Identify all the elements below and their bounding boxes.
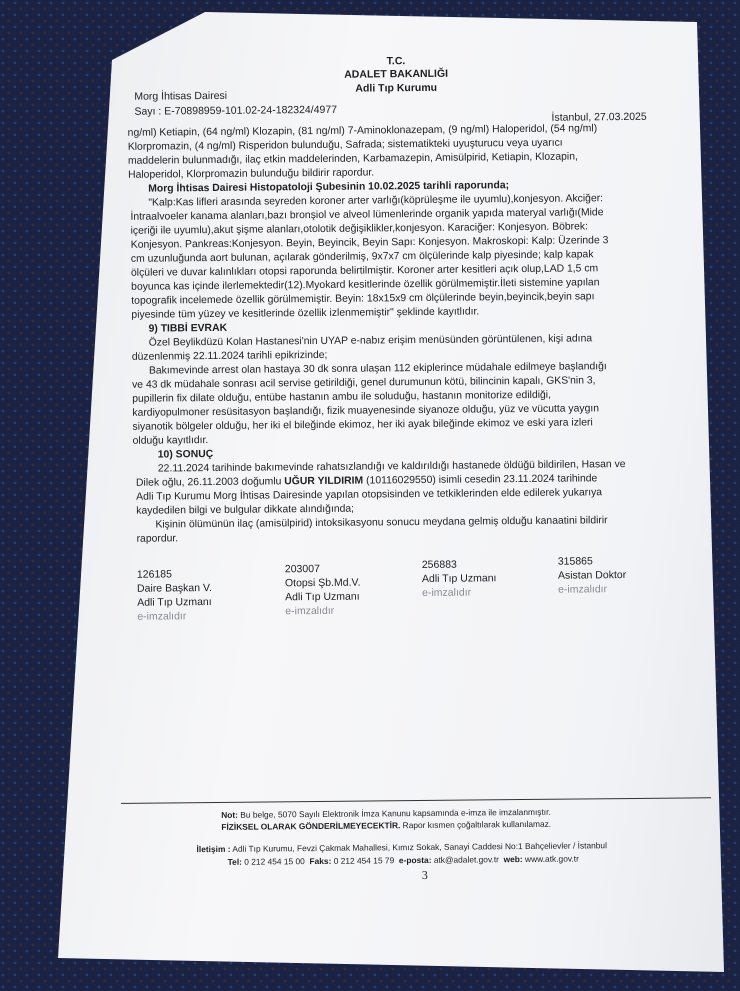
note2-text: Rapor kısmen çoğaltılarak kullanılamaz. [400,818,552,831]
fax-value: 0 212 454 15 79 [331,855,395,866]
contact-label: İletişim : [196,843,231,855]
email-label: e-posta: [398,854,432,866]
note-label: Not: [221,809,239,820]
body-line: topografik incelemede özellik görülmemiştir. Beyin: 18x15x9 cm ölçülerinde beyin,beyincik,beyin sapı [131,291,595,307]
esign-status: e-imzalıdır [558,583,608,596]
page-number: 3 [421,867,428,883]
signer-title: Daire Başkan V. [136,582,212,595]
section-10-heading: 10) SONUÇ [157,448,214,461]
signer-role: Adli Tıp Uzmanı [137,596,212,609]
signature-block [137,567,212,624]
footer-note-2 [221,819,551,832]
body-line: içeriği ile uyumlu),akut şişme alanları,otolotik değişiklikler,konjesyon. Karaciğer: Konjesyon. Böbrek: [130,221,589,237]
body-line: piyesinde tüm yüzey ve kesitlerinde özellik izlenmemiştir" şeklinde kayıtlıdır. [131,306,480,321]
body-line: Bakımevinde arrest olan hastaya 30 dk sonra ulaşan 112 ekiplerince müdahale edilmeye başlandığı [148,361,607,377]
signer-id: 315865 [557,555,593,568]
header-department: Morg İhtisas Dairesi [134,89,228,103]
note2-bold: FİZİKSEL OLARAK GÖNDERİLMEYECEKTİR. [221,820,401,832]
esign-status: e-imzalıdır [285,604,335,618]
body-line: Klorpromazin, (4 ng/ml) Risperidon bulunduğu, Safrada; sistematikteki uyuşturucu veya uyarıcı [127,137,563,153]
body-line: kaydedilen bilgi ve bulgular dikkate alındığında; [136,503,355,517]
footer-phones [228,853,579,866]
header-sayi: Sayı : E-70898959-101.02-24-182324/4977 [134,103,338,118]
signature-block [285,562,361,619]
note-text: Bu belge, 5070 Sayılı Elektronik İmza Kanunu kapsamında e-imza ile imzalanmıştır. [237,806,551,820]
signer-title: Adli Tıp Uzmanı [421,572,497,585]
body-line: Adli Tıp Kurumu Morg İhtisas Dairesinde yapılan otopsisinden ve tetkiklerinden elde edilerek yukarıya [136,487,603,503]
contact-address: Adli Tıp Kurumu, Fevzi Çakmak Mahallesi, Kımız Sokak, Sanayi Caddesi No:1 Bahçelievler / İstanbul [230,840,607,854]
header-tc: T.C. [386,55,406,68]
signer-title: Asistan Doktor [557,569,627,582]
body-line: olduğu kayıtlıdır. [132,435,209,447]
deceased-name: UĞUR YILDIRIM [284,475,364,488]
body-line: ve 43 dk müdahale sonrası acil servise getirildiği, genel durumunun kötü, bilincinin kapalı, GKS'nin 3, [132,375,596,391]
signature-block [558,554,627,597]
header-ministry: ADALET BAKANLIĞI [344,67,449,81]
esign-status: e-imzalıdır [422,586,472,599]
web-value: www.atk.gov.tr [522,853,579,865]
signer-id: 256883 [421,558,457,571]
signature-block [422,557,497,600]
footer-rule [121,797,711,804]
header-institute: Adli Tıp Kurumu [355,81,438,95]
body-line: pupillerin fix dilate olduğu, entübe hastanın ambu ile soluduğu, hastanın monitorize edildiği, [132,389,552,405]
signer-title: Otopsi Şb.Md.V. [284,576,361,590]
histopathology-heading: Morg İhtisas Dairesi Histopatoloji Şubesinin 10.02.2025 tarihli raporunda; [148,180,510,195]
email-value: atk@adalet.gov.tr [431,854,499,865]
body-line: siyanotik bölgeler olduğu, her iki el bileğinde ekimoz, her iki ayak bileğinde ekimoz ve eski yara izleri [132,417,593,433]
body-line: Konjesyon. Pankreas:Konjesyon. Beyin, Beyincik, Beyin Sapı: Konjesyon. Makroskopi: Kalp: Üzerinde 3 [130,235,609,251]
body-line: maddelerin bulunmadığı, ilaç etkin maddelerinden, Karbamazepin, Amisülpirid, Ketiapin, Klozapin, [127,151,578,167]
conclusion-text-b: (10116029550) isimli cesedin 23.11.2024 tarihinde [363,473,598,487]
footer-contact [196,840,606,854]
signer-role: Adli Tıp Uzmanı [285,590,360,604]
body-line: ölçüleri ve duvar kalınlıkları otopsi raporunda belirtilmiştir. Koroner arter kesitleri açık olup,LAD 1,5 cm [130,263,599,279]
body-line: ng/ml) Ketiapin, (64 ng/ml) Klozapin, (81 ng/ml) 7-Aminoklonazepam, (9 ng/ml) Haloperidol, (54 ng/ml) [127,123,598,139]
esign-status: e-imzalıdır [137,610,187,623]
signer-id: 126185 [136,568,172,581]
body-line: Özel Beylikdüzü Kolan Hastanesi'nin UYAP e-nabız erişim menüsünden görüntülenen, kişi adına [148,333,593,349]
body-line: "Kalp:Kas lifleri arasında seyreden koroner arter varlığı(köprüleşme ile uyumlu),konjesyon. Akciğer: [148,193,604,209]
conclusion-text-a: Dilek oğlu, 26.11.2003 doğumlu [135,476,285,489]
body-line: kardiyopulmoner resüsitasyon başlandığı, fizik muayenesinde siyanoze olduğu, yüz ve vücutta yaygın [132,403,600,419]
signer-id: 203007 [284,562,320,576]
body-line: Haloperidol, Klorpromazin bulunduğu bildirir rapordur. [128,167,375,181]
section-9-heading: 9) TIBBİ EVRAK [148,322,228,335]
body-line: 22.11.2024 tarihinde bakımevinde rahatsızlandığı ve kaldırıldığı hastanede öldüğü bildirilen, Hasan ve [157,459,626,475]
body-line: düzenlenmiş 22.11.2024 tarihli epikrizinde; [131,349,328,363]
fax-label: Faks: [309,855,332,867]
body-line: İntraalvoeler kanama alanları,bazı bronşiol ve alveol lümenlerinde organik yapıda materyal varlığı(Mide [130,207,604,223]
header-place-date: İstanbul, 27.03.2025 [551,110,647,124]
body-line: rapordur. [136,533,179,545]
body-line: Kişinin ölümünün ilaç (amisülpirid) intoksikasyonu sonucu meydana gelmiş olduğu kanaatini bildirir [155,515,608,531]
body-line: cm uzunluğunda aort bulunan, açılarak gönderilmiş, 9x7x7 cm ölçülerinde kalp piyesinde; kalp kapak [130,249,594,265]
footer-note [221,807,551,820]
tel-label: Tel: [227,856,242,867]
tel-value: 0 212 454 15 00 [241,856,305,867]
body-line: boyunca kas içinde ilerlemektedir(12).Myokard kesitlerinde özellik görülmemiştir.İleti sistemine yapılan [131,277,600,293]
web-label: web: [503,854,523,865]
